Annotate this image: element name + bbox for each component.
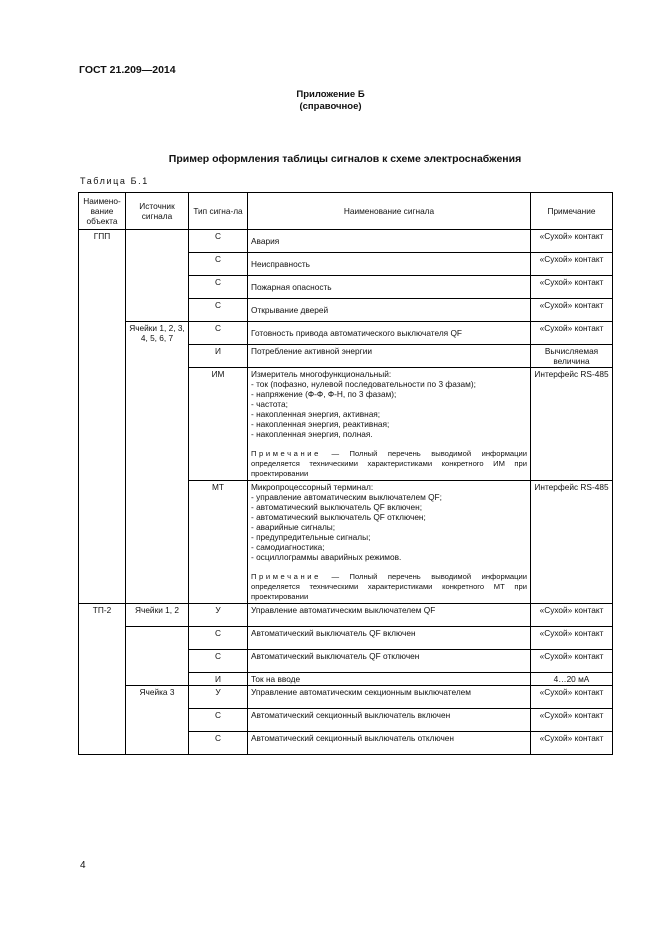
signal-name: Автоматический выключатель QF отключен — [248, 650, 531, 673]
signal-name: Пожарная опасность — [248, 276, 531, 299]
signal-type: И — [189, 345, 248, 368]
signal-note: «Сухой» контакт — [531, 299, 613, 322]
signal-type: С — [189, 732, 248, 755]
signal-note: 4…20 мА — [531, 673, 613, 686]
signal-line: - накопленная энергия, реактивная; — [251, 419, 390, 429]
signal-note: «Сухой» контакт — [531, 686, 613, 709]
table-row — [79, 686, 613, 709]
source-cell — [126, 230, 189, 322]
signal-name: Авария — [248, 230, 531, 253]
signal-name — [248, 368, 531, 481]
source-cell: Ячейки 1, 2, 3, 4, 5, 6, 7 — [126, 322, 189, 604]
signal-type: С — [189, 322, 248, 345]
signal-note: «Сухой» контакт — [531, 230, 613, 253]
header-object: Наимено-вание объекта — [79, 193, 126, 230]
header-source: Источник сигнала — [126, 193, 189, 230]
table-row — [79, 627, 613, 650]
appendix-subtitle: (справочное) — [299, 101, 362, 112]
signal-name: Ток на вводе — [248, 673, 531, 686]
signal-note: «Сухой» контакт — [531, 627, 613, 650]
signal-line: - автоматический выключатель QF отключен; — [251, 512, 426, 522]
source-cell — [126, 627, 189, 686]
signal-name: Управление автоматическим секционным выключателем — [248, 686, 531, 709]
signal-type: С — [189, 230, 248, 253]
signal-type: И — [189, 673, 248, 686]
signal-line: - предупредительные сигналы; — [251, 532, 371, 542]
note-text: — Полный перечень выводимой информации определяется техническими характеристиками конкретного МТ при проектировании — [251, 572, 527, 601]
table-row — [79, 604, 613, 627]
signal-name: Готовность привода автоматического выключателя QF — [248, 322, 531, 345]
note-label: Примечание — [251, 572, 321, 581]
header-signal-name: Наименование сигнала — [248, 193, 531, 230]
signal-type: С — [189, 276, 248, 299]
signal-type: ИМ — [189, 368, 248, 481]
page-number: 4 — [80, 860, 86, 871]
signal-note: «Сухой» контакт — [531, 604, 613, 627]
signal-line: - накопленная энергия, активная; — [251, 409, 381, 419]
signal-type: С — [189, 709, 248, 732]
signal-type: У — [189, 604, 248, 627]
signal-note: Вычисляемая величина — [531, 345, 613, 368]
signal-line: - осциллограммы аварийных режимов. — [251, 552, 402, 562]
signal-type: С — [189, 627, 248, 650]
signal-table — [78, 192, 613, 755]
signal-line: - ток (пофазно, нулевой последовательности по 3 фазам); — [251, 379, 476, 389]
table-row — [79, 230, 613, 253]
note-label: Примечание — [251, 449, 321, 458]
table-caption: Таблица Б.1 — [80, 176, 149, 186]
signal-note: «Сухой» контакт — [531, 253, 613, 276]
table-heading: Пример оформления таблицы сигналов к схеме электроснабжения — [168, 153, 522, 165]
signal-type: С — [189, 650, 248, 673]
signal-name: Открывание дверей — [248, 299, 531, 322]
signal-type: МТ — [189, 481, 248, 604]
table-row — [79, 322, 613, 345]
table-header-row — [79, 193, 613, 230]
signal-line: - частота; — [251, 399, 288, 409]
object-cell: ГПП — [79, 230, 126, 604]
source-cell: Ячейки 1, 2 — [126, 604, 189, 627]
signal-note: «Сухой» контакт — [531, 650, 613, 673]
signal-note: «Сухой» контакт — [531, 322, 613, 345]
signal-line: - автоматический выключатель QF включен; — [251, 502, 422, 512]
signal-line: Измеритель многофункциональный: — [251, 369, 392, 379]
signal-name: Автоматический секционный выключатель включен — [248, 709, 531, 732]
signal-line: - самодиагностика; — [251, 542, 325, 552]
object-cell: ТП-2 — [79, 604, 126, 755]
signal-line: - управление автоматическим выключателем QF; — [251, 492, 442, 502]
note-text: — Полный перечень выводимой информации определяется техническими характеристиками конкретного ИМ при проектировании — [251, 449, 527, 478]
signal-note: Интерфейс RS-485 — [531, 481, 613, 604]
signal-note: «Сухой» контакт — [531, 732, 613, 755]
signal-name: Неисправность — [248, 253, 531, 276]
signal-note: «Сухой» контакт — [531, 709, 613, 732]
signal-note-paragraph — [251, 449, 527, 479]
signal-line: - напряжение (Ф-Ф, Ф-Н, по 3 фазам); — [251, 389, 397, 399]
document-code: ГОСТ 21.209—2014 — [79, 64, 176, 76]
signal-name — [248, 481, 531, 604]
signal-name: Управление автоматическим выключателем QF — [248, 604, 531, 627]
signal-type: С — [189, 299, 248, 322]
appendix-heading — [0, 89, 661, 113]
signal-type: С — [189, 253, 248, 276]
appendix-title: Приложение Б — [296, 89, 365, 100]
signal-name: Потребление активной энергии — [248, 345, 531, 368]
signal-note-paragraph — [251, 572, 527, 602]
header-note: Примечание — [531, 193, 613, 230]
header-signal-type: Тип сигна-ла — [189, 193, 248, 230]
signal-line: - накопленная энергия, полная. — [251, 429, 373, 439]
source-cell: Ячейка 3 — [126, 686, 189, 755]
signal-name: Автоматический выключатель QF включен — [248, 627, 531, 650]
signal-name: Автоматический секционный выключатель отключен — [248, 732, 531, 755]
signal-type: У — [189, 686, 248, 709]
signal-line: Микропроцессорный терминал: — [251, 482, 374, 492]
signal-note: Интерфейс RS-485 — [531, 368, 613, 481]
signal-note: «Сухой» контакт — [531, 276, 613, 299]
signal-line: - аварийные сигналы; — [251, 522, 336, 532]
